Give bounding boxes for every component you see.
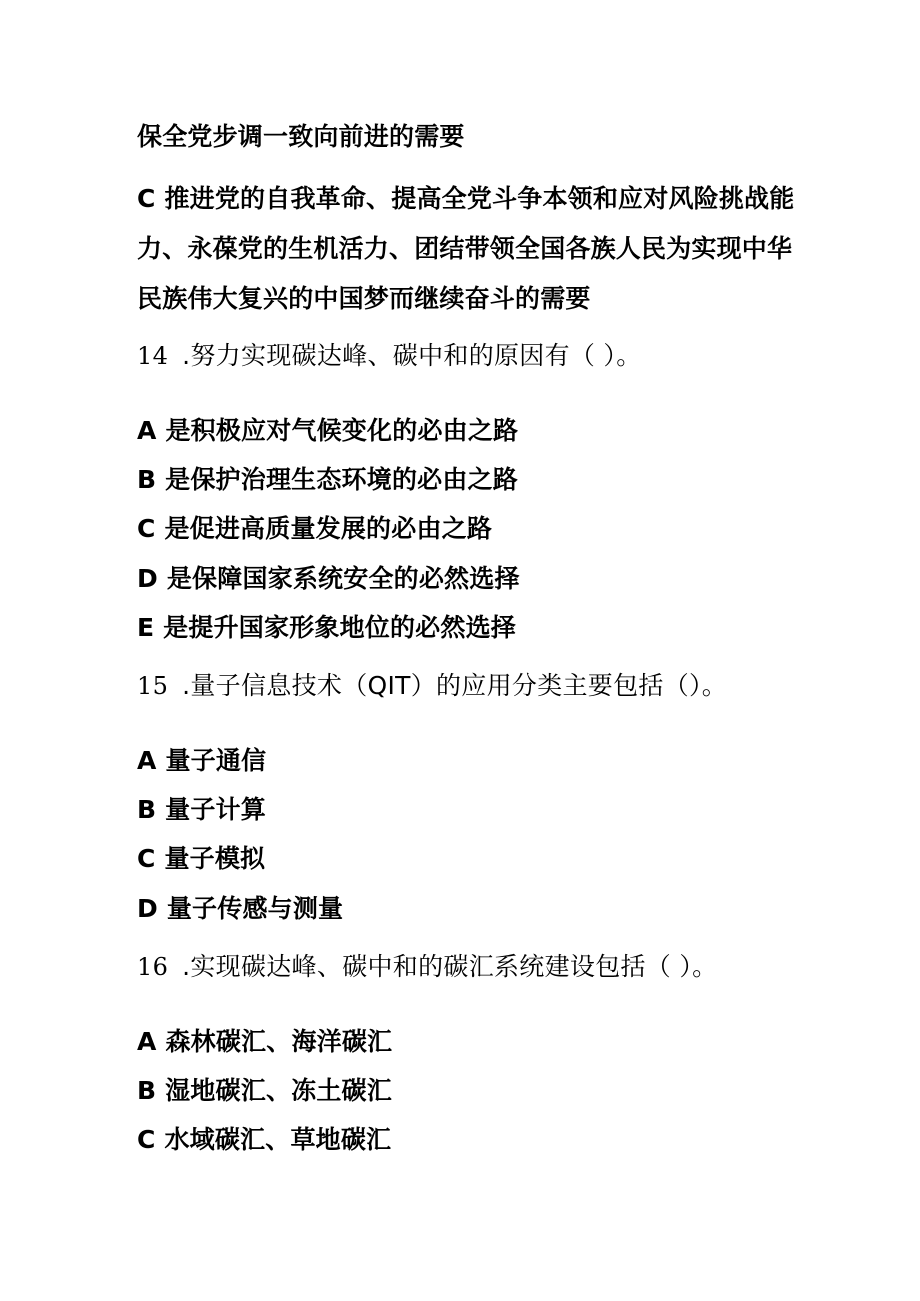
question-text: .量子信息技术（QIT）的应用分类主要包括（）。 [182,671,728,700]
question-14 [137,343,642,368]
question-15 [137,673,727,698]
q15-option-c: C 量子模拟 [137,844,266,873]
q14-option-a: A 是积极应对气候变化的必由之路 [137,416,519,445]
question-text: .努力实现碳达峰、碳中和的原因有（ ）。 [182,341,642,370]
q14-option-b: B 是保护治理生态环境的必由之路 [137,465,518,494]
option-c-line-1: C 推进党的自我革命、提高全党斗争本领和应对风险挑战能 [137,184,795,213]
q15-option-b: B 量子计算 [137,795,266,824]
q15-option-a: A 量子通信 [137,746,267,775]
question-number: 14 [137,342,169,370]
question-text: .实现碳达峰、碳中和的碳汇系统建设包括（ ）。 [182,952,718,981]
option-c-line-2: 力、永葆党的生机活力、团结带领全国各族人民为实现中华 [137,234,793,263]
q15-option-d: D 量子传感与测量 [137,894,344,923]
q14-option-c: C 是促进高质量发展的必由之路 [137,514,493,543]
question-16 [137,954,717,979]
option-c-line-3: 民族伟大复兴的中国梦而继续奋斗的需要 [137,284,591,313]
q14-option-e: E 是提升国家形象地位的必然选择 [137,613,516,642]
option-b-continuation: 保全党步调一致向前进的需要 [137,122,465,151]
q14-option-d: D 是保障国家系统安全的必然选择 [137,564,520,593]
q16-option-a: A 森林碳汇、海洋碳汇 [137,1027,393,1056]
question-number: 16 [137,953,169,981]
question-number: 15 [137,672,169,700]
q16-option-c: C 水域碳汇、草地碳汇 [137,1125,392,1154]
q16-option-b: B 湿地碳汇、冻土碳汇 [137,1076,392,1105]
